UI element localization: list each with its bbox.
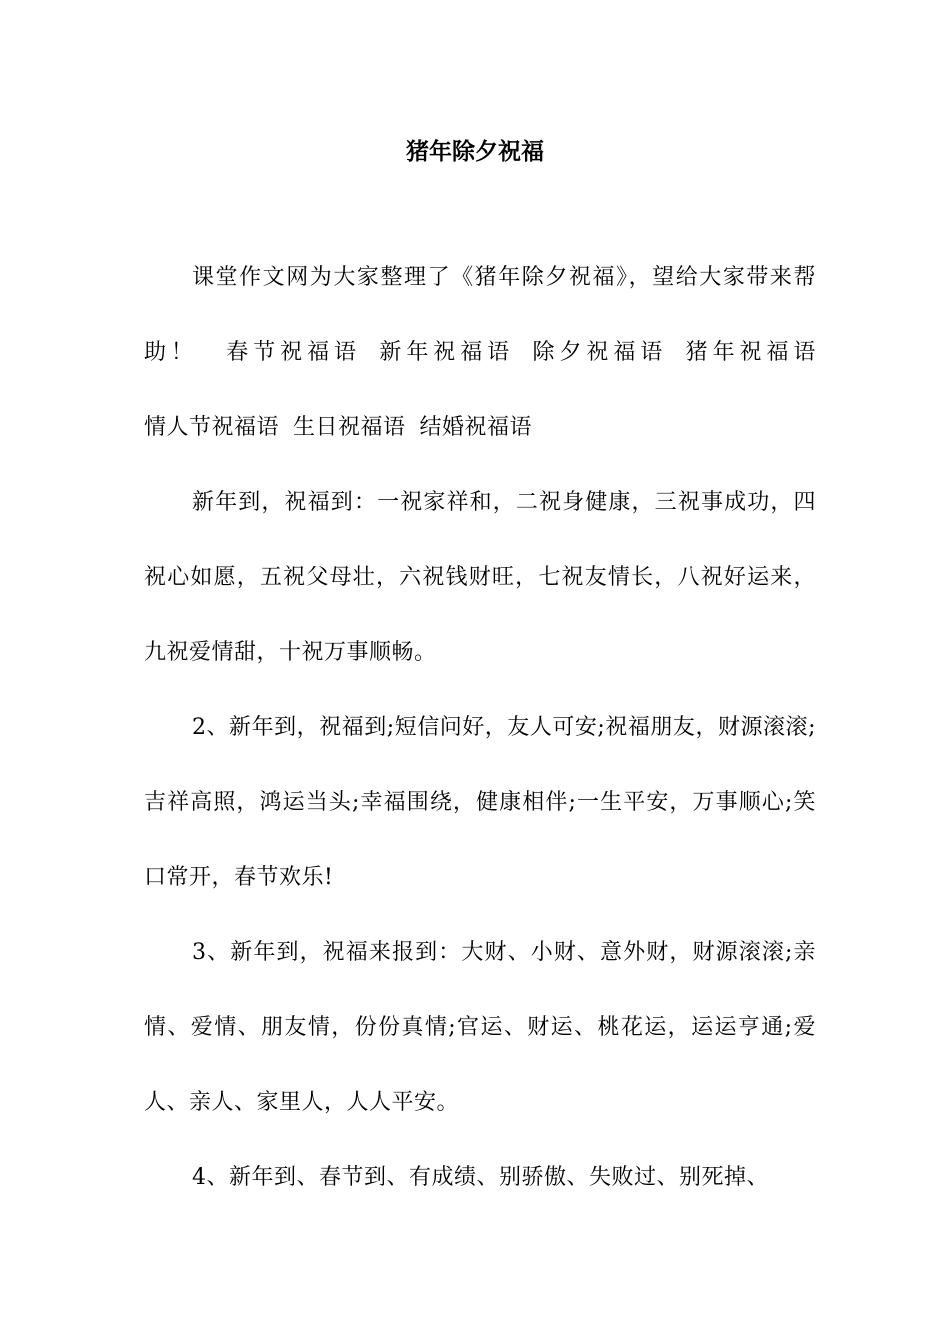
link-wedding-greetings[interactable]: 结婚祝福语	[419, 415, 533, 440]
link-pig-year-greetings[interactable]: 猪年祝福语	[681, 340, 816, 365]
paragraph-4: 4、新年到、春节到、有成绩、别骄傲、失败过、别死掉、	[192, 1165, 769, 1190]
intro-paragraph	[144, 240, 816, 465]
paragraph-2: 2、新年到，祝福到;短信问好，友人可安;祝福朋友，财源滚滚;吉祥高照，鸿运当头;幸福围绕，健康相伴;一生平安，万事顺心;笑口常开，春节欢乐!	[144, 715, 816, 890]
link-new-years-eve-greetings[interactable]: 除夕祝福语	[528, 340, 668, 365]
link-birthday-greetings[interactable]: 生日祝福语	[293, 415, 406, 440]
link-valentines-greetings[interactable]: 情人节祝福语	[144, 415, 280, 440]
paragraph-1: 新年到，祝福到：一祝家祥和，二祝身健康，三祝事成功，四祝心如愿，五祝父母壮，六祝钱财旺，七祝友情长，八祝好运来，九祝爱情甜，十祝万事顺畅。	[144, 490, 816, 665]
link-spring-festival-greetings[interactable]: 春节祝福语	[221, 340, 361, 365]
paragraph-3: 3、新年到，祝福来报到：大财、小财、意外财，财源滚滚;亲情、爱情、朋友情，份份真情;官运、财运、桃花运，运运亨通;爱人、亲人、家里人，人人平安。	[144, 940, 816, 1115]
document-title: 猪年除夕祝福	[406, 139, 544, 165]
intro-text: 课堂作文网为大家整理了《猪年除夕祝福》，望给大家带来帮助！	[144, 265, 816, 365]
link-new-year-greetings[interactable]: 新年祝福语	[375, 340, 515, 365]
